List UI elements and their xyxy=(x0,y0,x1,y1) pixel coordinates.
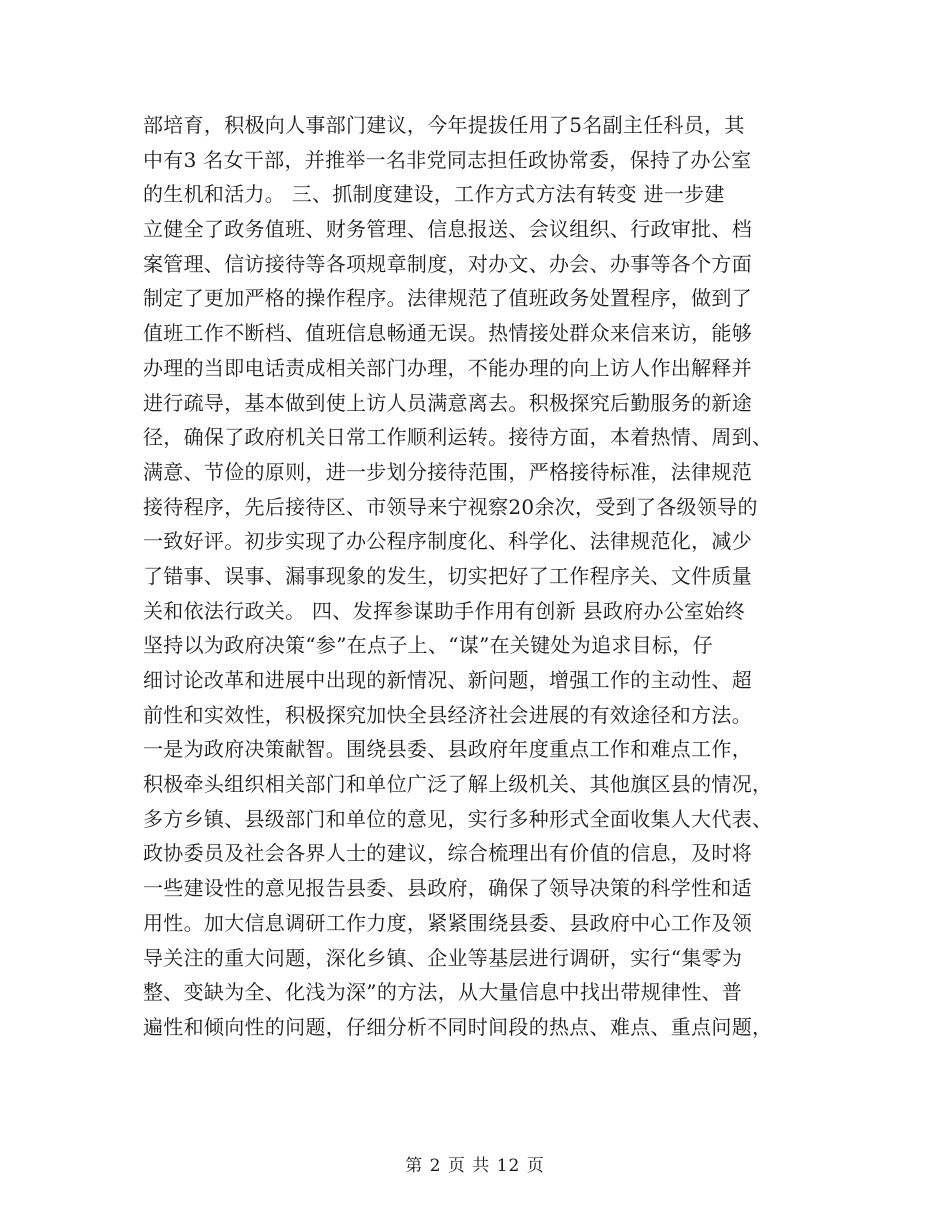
page-footer: 第 2 页 共 12 页 xyxy=(405,1156,545,1176)
text-line: 遍性和倾向性的问题，仔细分析不同时间段的热点、难点、重点问题， xyxy=(143,1014,773,1039)
text-line: 导关注的重大问题，深化乡镇、企业等基层进行调研，实行“集零为 xyxy=(143,945,743,970)
text-line: 政协委员及社会各界人士的建议，综合梳理出有价值的信息，及时将 xyxy=(143,841,752,866)
text-line: 立健全了政务值班、财务管理、信息报送、会议组织、行政审批、档 xyxy=(143,217,752,242)
text-line: 一些建设性的意见报告县委、县政府，确保了领导决策的科学性和适 xyxy=(143,876,752,901)
text-line: 办理的当即电话责成相关部门办理，不能办理的向上访人作出解释并 xyxy=(143,355,752,380)
text-line: 进行疏导，基本做到使上访人员满意离去。积极探究后勤服务的新途 xyxy=(143,390,752,415)
text-line: 中有3 名女干部，并推举一名非党同志担任政协常委，保持了办公室 xyxy=(143,147,752,172)
text-line: 径，确保了政府机关日常工作顺利运转。接待方面，本着热情、周到、 xyxy=(143,425,773,450)
text-line: 的生机和活力。 三、抓制度建设，工作方式方法有转变 进一步建 xyxy=(143,182,725,207)
text-line: 关和依法行政关。 四、发挥参谋助手作用有创新 县政府办公室始终 xyxy=(143,598,746,623)
text-line: 案管理、信访接待等各项规章制度，对办文、办会、办事等各个方面 xyxy=(143,251,752,276)
text-line: 积极牵头组织相关部门和单位广泛了解上级机关、其他旗区县的情况， xyxy=(143,772,773,797)
text-line: 用性。加大信息调研工作力度，紧紧围绕县委、县政府中心工作及领 xyxy=(143,910,752,935)
text-line: 制定了更加严格的操作程序。法律规范了值班政务处置程序，做到了 xyxy=(143,286,752,311)
text-line: 一致好评。初步实现了办公程序制度化、科学化、法律规范化，减少 xyxy=(143,529,752,554)
text-line: 了错事、误事、漏事现象的发生，切实把好了工作程序关、文件质量 xyxy=(143,563,752,588)
text-line: 前性和实效性，积极探究加快全县经济社会进展的有效途径和方法。 xyxy=(143,702,752,727)
text-line: 值班工作不断档、值班信息畅通无误。热情接处群众来信来访，能够 xyxy=(143,321,752,346)
text-line: 多方乡镇、县级部门和单位的意见，实行多种形式全面收集人大代表、 xyxy=(143,806,773,831)
text-line: 整、变缺为全、化浅为深”的方法，从大量信息中找出带规律性、普 xyxy=(143,980,743,1005)
text-line: 坚持以为政府决策“参”在点子上、“谋”在关键处为追求目标，仔 xyxy=(143,633,713,658)
text-line: 部培育，积极向人事部门建议，今年提拔任用了5名副主任科员，其 xyxy=(143,113,745,137)
text-line: 接待程序，先后接待区、市领导来宁视察20余次，受到了各级领导的 xyxy=(143,494,758,519)
body-text xyxy=(143,108,823,1045)
text-line: 满意、节俭的原则，进一步划分接待范围，严格接待标准，法律规范 xyxy=(143,459,752,484)
text-line: 一是为政府决策献智。围绕县委、县政府年度重点工作和难点工作， xyxy=(143,737,752,762)
text-line: 细讨论改革和进展中出现的新情况、新问题，增强工作的主动性、超 xyxy=(143,668,752,692)
